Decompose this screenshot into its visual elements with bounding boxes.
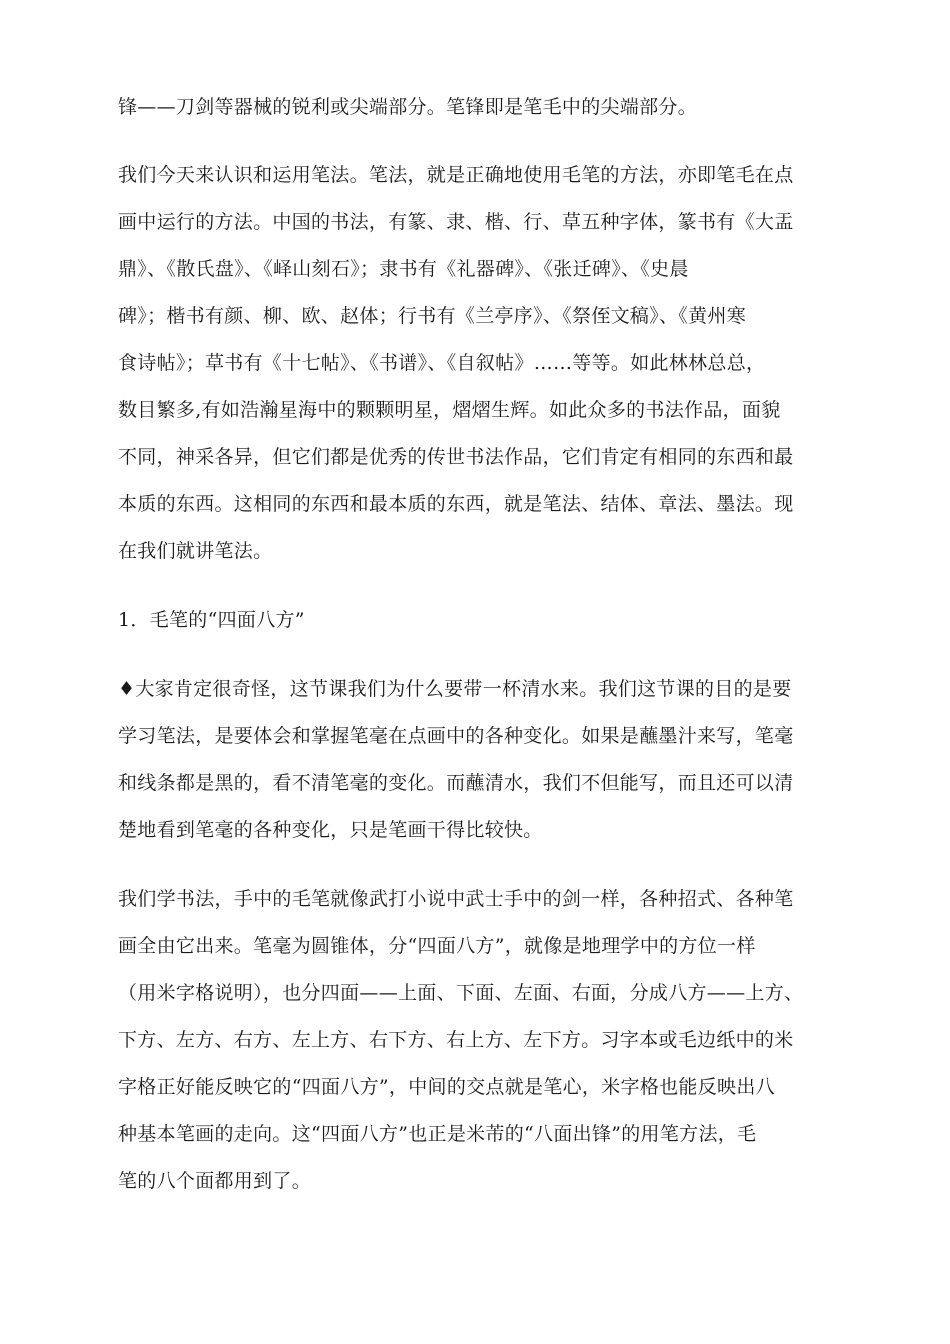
text-line: 在我们就讲笔法。: [118, 540, 273, 562]
document-page: [118, 84, 844, 1205]
text-line: 种基本笔画的走向。这“四面八方”也正是米芾的“八面出锋”的用笔方法，毛: [118, 1123, 757, 1145]
paragraph-gap: [118, 854, 844, 876]
text-line: 本质的东西。这相同的东西和最本质的东西，就是笔法、结体、章法、墨法。现: [118, 493, 794, 515]
text-line: 锋——刀剑等器械的锐利或尖端部分。笔锋即是笔毛中的尖端部分。: [118, 96, 698, 118]
text-line: 字格正好能反映它的“四面八方”，中间的交点就是笔心，米字格也能反映出八: [118, 1076, 775, 1098]
paragraph-3: [118, 666, 844, 854]
section-heading: [118, 597, 844, 644]
paragraph-gap: [118, 644, 844, 666]
paragraph-2: [118, 152, 844, 575]
paragraph-gap: [118, 575, 844, 597]
paragraph-gap: [118, 131, 844, 152]
text-line: 画中运行的方法。中国的书法，有篆、隶、楷、行、草五种字体，篆书有《大盂: [118, 211, 794, 233]
text-line: 鼎》、《散氏盘》、《峄山刻石》；隶书有《礼器碑》、《张迁碑》、《史晨: [118, 258, 689, 280]
paragraph-4: [118, 876, 844, 1205]
text-line: 我们今天来认识和运用笔法。笔法，就是正确地使用毛笔的方法，亦即笔毛在点: [118, 164, 794, 186]
text-line: 数目繁多,有如浩瀚星海中的颗颗明星，熠熠生辉。如此众多的书法作品，面貌: [118, 399, 781, 421]
text-line: ♦大家肯定很奇怪，这节课我们为什么要带一杯清水来。我们这节课的目的是要: [118, 678, 792, 700]
text-line: 不同，神采各异，但它们都是优秀的传世书法作品，它们肯定有相同的东西和最: [118, 446, 794, 468]
text-line: 下方、左方、右方、左上方、右下方、右上方、左下方。习字本或毛边纸中的米: [118, 1029, 794, 1051]
text-line: （用米字格说明），也分四面——上面、下面、左面、右面，分成八方——上方、: [118, 982, 804, 1004]
text-line: 学习笔法，是要体会和掌握笔毫在点画中的各种变化。如果是蘸墨汁来写，笔毫: [118, 725, 794, 747]
text-line: 食诗帖》；草书有《十七帖》、《书谱》、《自叙帖》……等等。如此林林总总，: [118, 352, 766, 374]
text-line: 画全由它出来。笔毫为圆锥体，分“四面八方”，就像是地理学中的方位一样: [118, 935, 756, 957]
paragraph-1: [118, 84, 844, 131]
text-line: 楚地看到笔毫的各种变化，只是笔画干得比较快。: [118, 819, 543, 841]
heading-text: 1．毛笔的“四面八方”: [118, 609, 305, 631]
text-line: 和线条都是黑的，看不清笔毫的变化。而蘸清水，我们不但能写，而且还可以清: [118, 772, 794, 794]
text-line: 我们学书法，手中的毛笔就像武打小说中武士手中的剑一样，各种招式、各种笔: [118, 888, 794, 910]
text-line: 笔的八个面都用到了。: [118, 1170, 312, 1192]
text-line: 碑》；楷书有颜、柳、欧、赵体；行书有《兰亭序》、《祭侄文稿》、《黄州寒: [118, 305, 747, 327]
